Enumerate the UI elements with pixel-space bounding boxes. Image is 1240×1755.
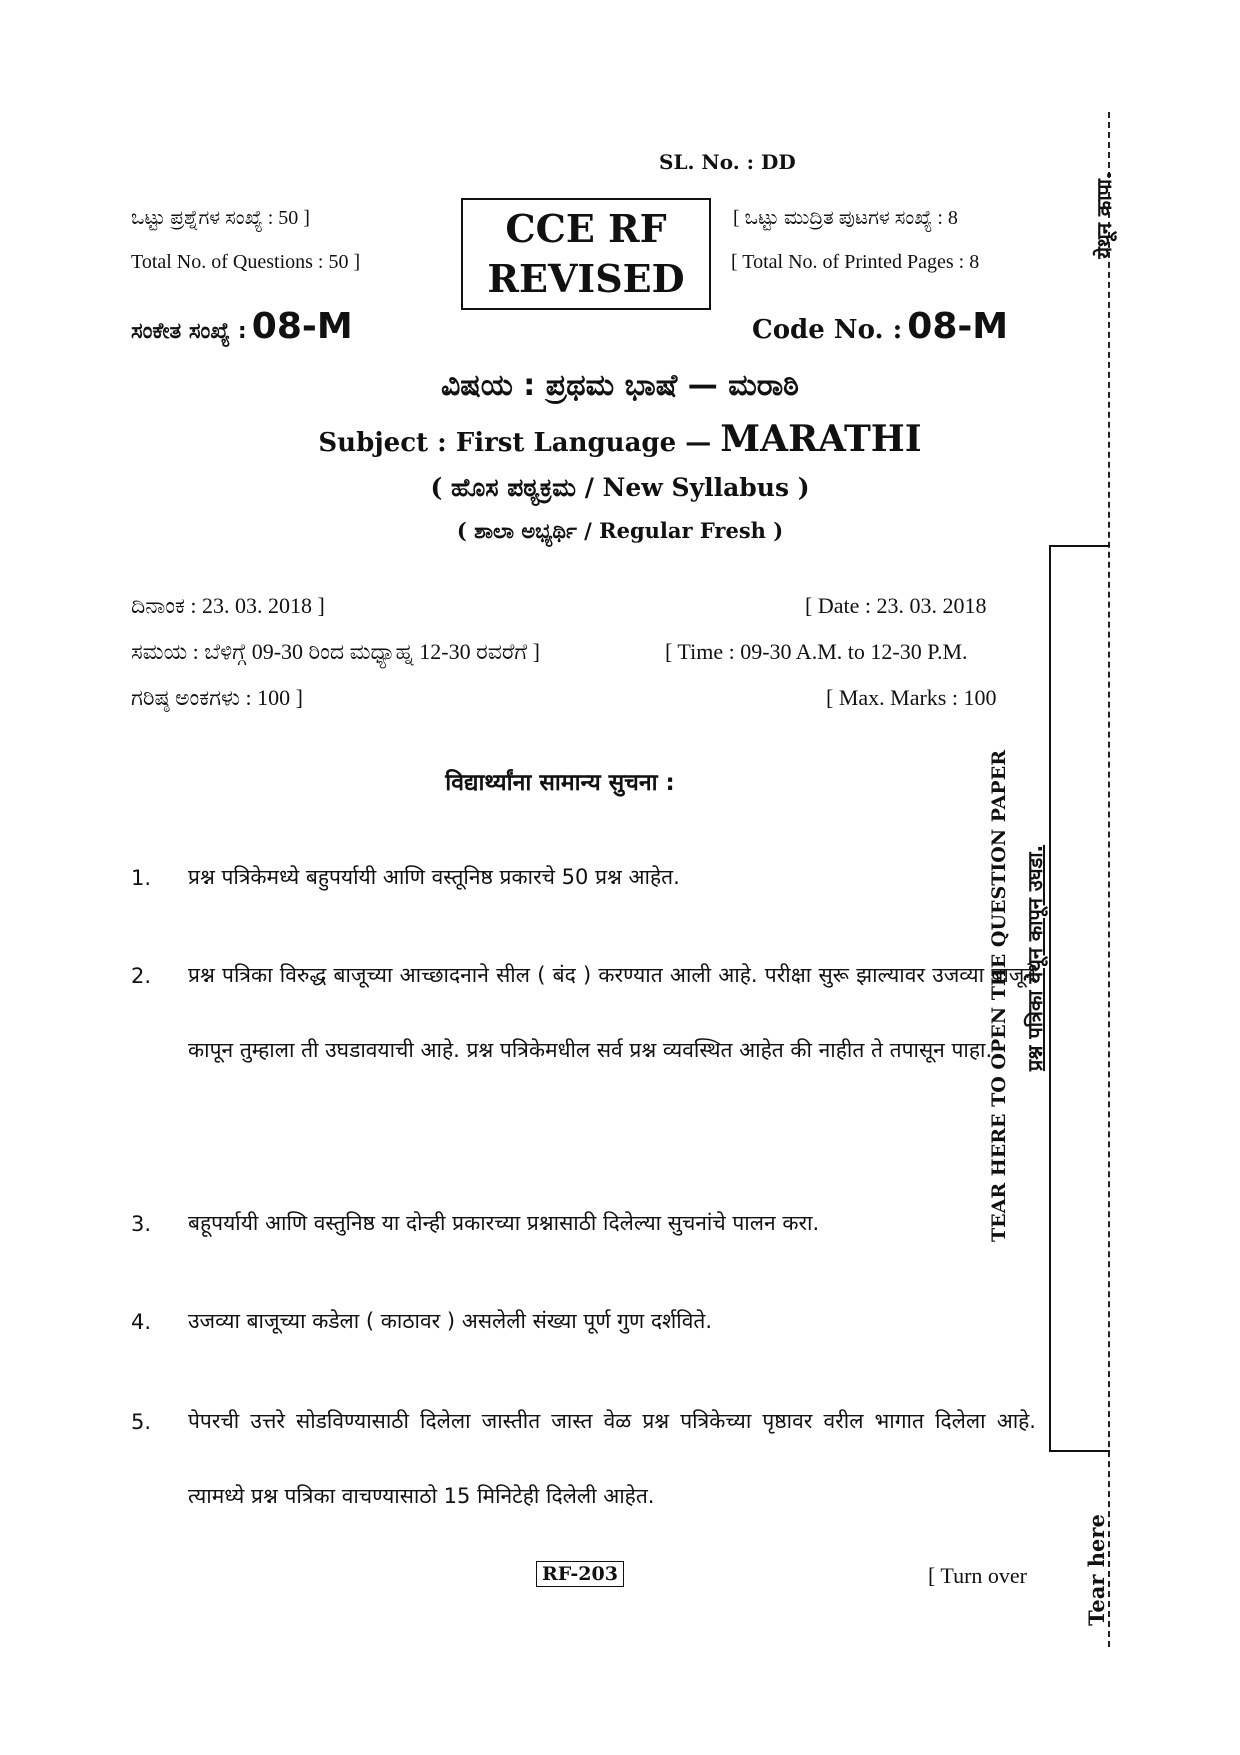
instruction-text: प्रश्न पत्रिका विरुद्ध बाजूच्या आच्छादनाने सील ( बंद ) करण्यात आली आहे. परीक्षा सुरू झाल्यावर उजव्या बाजूने कापून तुम्हाला ती उघडावयाची आहे. प्रश्न पत्रिकेमधील सर्व प्रश्न व्यवस्थित आहेत की नाहीत ते तपासून पाहा. <box>188 963 1036 1062</box>
tear-here-label: Tear here <box>1084 1514 1109 1626</box>
instruction-number: 2. <box>131 964 152 988</box>
tear-instruction-box <box>1049 545 1110 1452</box>
instruction-text: प्रश्न पत्रिकेमध्ये बहुपर्यायी आणि वस्तूनिष्ठ प्रकारचे 50 प्रश्न आहेत. <box>188 865 680 889</box>
time-kannada: ಸಮಯ : ಬೆಳಿಗ್ಗೆ 09-30 ರಿಂದ ಮಧ್ಯಾಹ್ನ 12-30 ರವರೆಗೆ ] <box>131 639 540 664</box>
instruction-number: 1. <box>131 866 152 890</box>
total-pages-kannada: [ ಒಟ್ಟು ಮುದ್ರಿತ ಪುಟಗಳ ಸಂಖ್ಯೆ : 8 <box>733 207 958 229</box>
instruction-number: 3. <box>131 1212 152 1236</box>
date-english: [ Date : 23. 03. 2018 <box>805 593 987 618</box>
instruction-text: बहूपर्यायी आणि वस्तुनिष्ठ या दोन्ही प्रकारच्या प्रश्नासाठी दिलेल्या सुचनांचे पालन करा. <box>188 1211 820 1235</box>
badge-line-2: REVISED <box>487 256 685 301</box>
subject-prefix: Subject : First Language — <box>318 428 712 458</box>
instructions-heading: विद्यार्थ्यांना सामान्य सुचना : <box>445 770 675 796</box>
code-label-english: Code No. : <box>752 315 903 345</box>
subject-name: MARATHI <box>720 418 922 460</box>
code-value-left: 08-M <box>251 306 353 347</box>
side-tear-english: TEAR HERE TO OPEN THE QUESTION PAPER <box>988 750 1010 1242</box>
code-value-right: 08-M <box>907 306 1009 347</box>
subject-kannada: ವಿಷಯ : ಪ್ರಥಮ ಭಾಷೆ — ಮರಾಠಿ <box>440 368 800 403</box>
badge-line-1: CCE RF <box>505 206 667 251</box>
subject-english <box>0 418 1240 460</box>
marks-kannada: ಗರಿಷ್ಠ ಅಂಕಗಳು : 100 ] <box>131 685 303 710</box>
marks-english: [ Max. Marks : 100 <box>826 685 997 710</box>
instruction-number: 5. <box>131 1410 152 1434</box>
instruction-text: उजव्या बाजूच्या कडेला ( काठावर ) असलेली संख्या पूर्ण गुण दर्शविते. <box>188 1309 713 1333</box>
instruction-number: 4. <box>131 1310 152 1334</box>
candidate-type: ( ಶಾಲಾ ಅಭ್ಯರ್ಥಿ / Regular Fresh ) <box>456 518 784 543</box>
code-number-kannada <box>131 306 353 347</box>
code-label-kannada: ಸಂಕೇತ ಸಂಖ್ಯೆ : <box>131 319 247 344</box>
time-english: [ Time : 09-30 A.M. to 12-30 P.M. <box>665 639 968 664</box>
side-cut-label: येथून कापा. <box>1092 171 1116 259</box>
total-questions-english: Total No. of Questions : 50 ] <box>131 251 361 273</box>
code-number-english <box>752 306 1008 347</box>
total-pages-english: [ Total No. of Printed Pages : 8 <box>731 251 980 273</box>
side-tear-marathi: प्रश्न पत्रिका येथून कापून उघडा. <box>1023 844 1047 1072</box>
syllabus-label: ( ಹೊಸ ಪಠ್ಯಕ್ರಮ / New Syllabus ) <box>430 473 810 502</box>
total-questions-kannada: ಒಟ್ಟು ಪ್ರಶ್ನೆಗಳ ಸಂಖ್ಯೆ : 50 ] <box>131 207 310 229</box>
page-code-box: RF-203 <box>536 1561 624 1587</box>
serial-number: SL. No. : DD <box>659 150 796 174</box>
date-kannada: ದಿನಾಂಕ : 23. 03. 2018 ] <box>131 593 325 618</box>
instruction-text: पेपरची उत्तरे सोडविण्यासाठी दिलेला जास्तीत जास्त वेळ प्रश्न पत्रिकेच्या पृष्ठावर वरील भागात दिलेला आहे. त्यामध्ये प्रश्न पत्रिका वाचण्यासाठो 15 मिनिटेही दिलेली आहेत. <box>188 1409 1036 1508</box>
cce-rf-revised-badge <box>461 198 711 310</box>
turn-over-label: [ Turn over <box>928 1563 1028 1588</box>
